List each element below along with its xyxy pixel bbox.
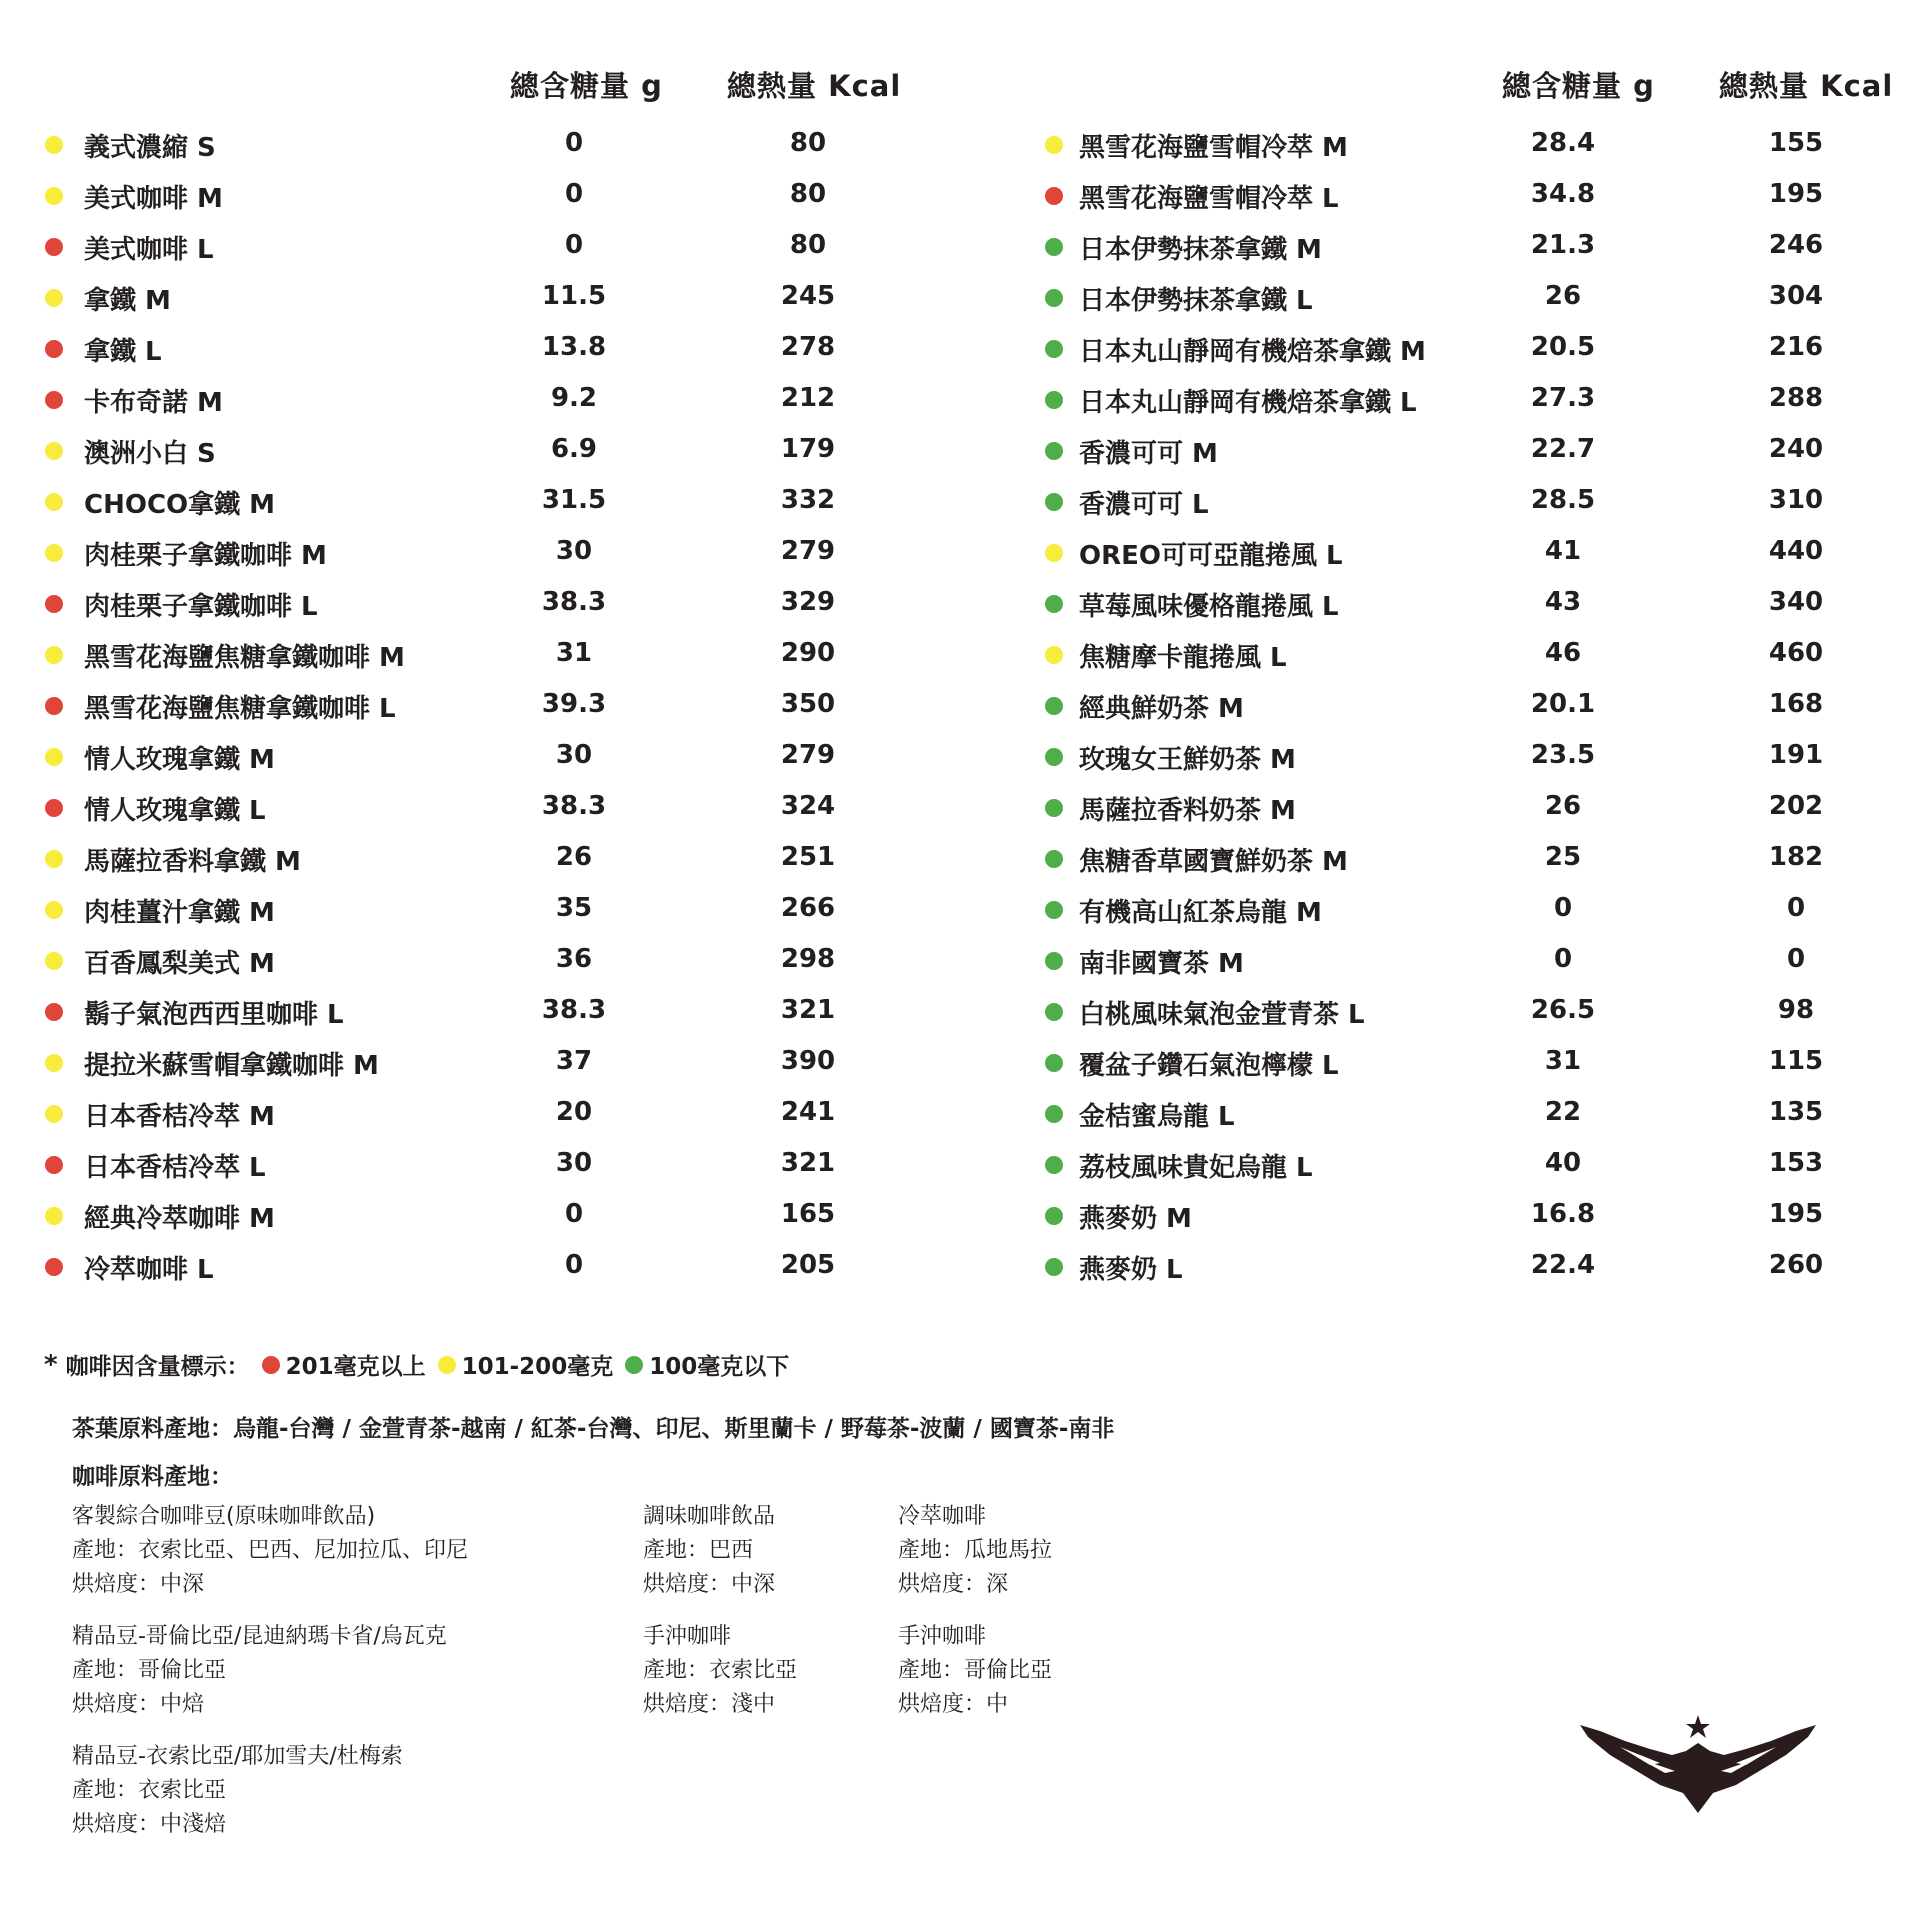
green-caffeine-dot-icon <box>1045 1003 1063 1021</box>
item-name: 日本丸山靜岡有機焙茶拿鐵 M <box>1079 337 1426 367</box>
menu-row <box>1000 1038 1920 1089</box>
menu-row <box>1000 783 1920 834</box>
item-sugar: 26.5 <box>1530 995 1596 1025</box>
item-name: 情人玫瑰拿鐵 M <box>84 745 275 775</box>
bean-block-colombia <box>72 1620 447 1722</box>
item-kcal: 440 <box>1768 536 1824 566</box>
item-kcal: 332 <box>780 485 836 515</box>
item-kcal: 0 <box>1786 944 1806 974</box>
item-kcal: 98 <box>1777 995 1815 1025</box>
menu-row <box>0 732 960 783</box>
item-sugar: 0 <box>564 230 584 260</box>
green-caffeine-dot-icon <box>1045 952 1063 970</box>
item-kcal: 182 <box>1768 842 1824 872</box>
menu-row <box>0 1038 960 1089</box>
item-kcal: 216 <box>1768 332 1824 362</box>
item-kcal: 212 <box>780 383 836 413</box>
bean-block-pourover-2 <box>898 1620 1052 1722</box>
menu-row <box>1000 222 1920 273</box>
item-kcal: 304 <box>1768 281 1824 311</box>
menu-row <box>1000 681 1920 732</box>
menu-row <box>0 171 960 222</box>
bean-roast: 烘焙度：深 <box>898 1572 1009 1597</box>
item-name: 燕麥奶 M <box>1079 1204 1192 1234</box>
item-kcal: 279 <box>780 740 836 770</box>
yellow-caffeine-dot-icon <box>45 1207 63 1225</box>
bean-roast: 烘焙度：中淺焙 <box>72 1812 227 1837</box>
bean-title: 手沖咖啡 <box>898 1624 987 1649</box>
menu-row <box>0 477 960 528</box>
item-sugar: 43 <box>1544 587 1582 617</box>
item-sugar: 26 <box>555 842 593 872</box>
item-name: 拿鐵 L <box>84 337 162 367</box>
menu-row <box>1000 426 1920 477</box>
item-name: 肉桂栗子拿鐵咖啡 L <box>84 592 318 622</box>
item-name: 白桃風味氣泡金萱青茶 L <box>1079 1000 1365 1030</box>
item-name: CHOCO拿鐵 M <box>84 490 276 520</box>
green-caffeine-dot-icon <box>1045 901 1063 919</box>
red-caffeine-dot-icon <box>1045 187 1063 205</box>
bean-title: 精品豆-衣索比亞/耶加雪夫/杜梅索 <box>72 1744 403 1769</box>
menu-row <box>0 426 960 477</box>
menu-row <box>1000 732 1920 783</box>
item-name: 肉桂薑汁拿鐵 M <box>84 898 275 928</box>
item-kcal: 135 <box>1768 1097 1824 1127</box>
menu-row <box>1000 630 1920 681</box>
item-kcal: 202 <box>1768 791 1824 821</box>
menu-row <box>1000 1140 1920 1191</box>
item-sugar: 20.5 <box>1530 332 1596 362</box>
menu-row <box>0 273 960 324</box>
item-name: 馬薩拉香料奶茶 M <box>1079 796 1296 826</box>
item-name: 經典冷萃咖啡 M <box>84 1204 275 1234</box>
bean-roast: 烘焙度：中 <box>898 1692 1009 1717</box>
item-kcal: 460 <box>1768 638 1824 668</box>
green-dot-icon <box>625 1356 643 1374</box>
menu-row <box>1000 1242 1920 1293</box>
item-sugar: 0 <box>564 179 584 209</box>
yellow-caffeine-dot-icon <box>1045 646 1063 664</box>
item-name: 美式咖啡 M <box>84 184 223 214</box>
yellow-caffeine-dot-icon <box>1045 544 1063 562</box>
item-name: 有機高山紅茶烏龍 M <box>1079 898 1322 928</box>
green-caffeine-dot-icon <box>1045 799 1063 817</box>
bean-roast: 烘焙度：淺中 <box>643 1692 776 1717</box>
item-kcal: 241 <box>780 1097 836 1127</box>
item-sugar: 0 <box>564 128 584 158</box>
bean-origin: 產地：哥倫比亞 <box>72 1658 227 1683</box>
item-kcal: 310 <box>1768 485 1824 515</box>
yellow-caffeine-dot-icon <box>45 1054 63 1072</box>
menu-row <box>1000 171 1920 222</box>
menu-row <box>0 1089 960 1140</box>
item-kcal: 298 <box>780 944 836 974</box>
legend-red-text: 201毫克以上 <box>285 1354 426 1380</box>
green-caffeine-dot-icon <box>1045 493 1063 511</box>
item-sugar: 22 <box>1544 1097 1582 1127</box>
green-caffeine-dot-icon <box>1045 289 1063 307</box>
item-sugar: 6.9 <box>550 434 598 464</box>
item-sugar: 39.3 <box>541 689 607 719</box>
item-kcal: 288 <box>1768 383 1824 413</box>
item-name: 鬍子氣泡西西里咖啡 L <box>84 1000 344 1030</box>
menu-row <box>0 375 960 426</box>
yellow-caffeine-dot-icon <box>45 136 63 154</box>
menu-row <box>1000 324 1920 375</box>
yellow-caffeine-dot-icon <box>45 289 63 307</box>
item-kcal: 165 <box>780 1199 836 1229</box>
bean-block-pourover-1 <box>643 1620 797 1722</box>
item-kcal: 168 <box>1768 689 1824 719</box>
item-name: 焦糖摩卡龍捲風 L <box>1079 643 1287 673</box>
item-sugar: 0 <box>1553 944 1573 974</box>
item-sugar: 38.3 <box>541 791 607 821</box>
menu-row <box>0 936 960 987</box>
item-kcal: 195 <box>1768 1199 1824 1229</box>
item-name: 經典鮮奶茶 M <box>1079 694 1244 724</box>
legend-yellow-text: 101-200毫克 <box>461 1354 614 1380</box>
item-sugar: 40 <box>1544 1148 1582 1178</box>
red-caffeine-dot-icon <box>45 799 63 817</box>
item-sugar: 46 <box>1544 638 1582 668</box>
menu-row <box>0 783 960 834</box>
item-kcal: 179 <box>780 434 836 464</box>
item-kcal: 153 <box>1768 1148 1824 1178</box>
bean-block-house-blend <box>72 1500 468 1602</box>
bean-origin: 產地：衣索比亞 <box>72 1778 227 1803</box>
green-caffeine-dot-icon <box>1045 238 1063 256</box>
item-sugar: 34.8 <box>1530 179 1596 209</box>
item-name: 肉桂栗子拿鐵咖啡 M <box>84 541 327 571</box>
menu-row <box>0 681 960 732</box>
menu-row <box>1000 987 1920 1038</box>
item-kcal: 278 <box>780 332 836 362</box>
item-name: 黑雪花海鹽雪帽冷萃 M <box>1079 133 1348 163</box>
red-caffeine-dot-icon <box>45 1258 63 1276</box>
red-caffeine-dot-icon <box>45 697 63 715</box>
item-name: 百香鳳梨美式 M <box>84 949 275 979</box>
item-name: 澳洲小白 S <box>84 439 216 469</box>
yellow-caffeine-dot-icon <box>45 850 63 868</box>
item-sugar: 36 <box>555 944 593 974</box>
item-sugar: 20 <box>555 1097 593 1127</box>
yellow-caffeine-dot-icon <box>45 442 63 460</box>
kcal-header: 總熱量 Kcal <box>1719 69 1894 103</box>
menu-row <box>0 1140 960 1191</box>
item-name: 卡布奇諾 M <box>84 388 223 418</box>
item-sugar: 35 <box>555 893 593 923</box>
left-item-list <box>0 120 960 1293</box>
yellow-caffeine-dot-icon <box>45 646 63 664</box>
menu-row <box>0 885 960 936</box>
item-name: 黑雪花海鹽雪帽冷萃 L <box>1079 184 1339 214</box>
green-caffeine-dot-icon <box>1045 1156 1063 1174</box>
item-name: 情人玫瑰拿鐵 L <box>84 796 266 826</box>
item-name: 金桔蜜烏龍 L <box>1079 1102 1235 1132</box>
item-kcal: 191 <box>1768 740 1824 770</box>
item-sugar: 13.8 <box>541 332 607 362</box>
item-name: 焦糖香草國寶鮮奶茶 M <box>1079 847 1348 877</box>
item-name: 日本伊勢抹茶拿鐵 M <box>1079 235 1322 265</box>
item-sugar: 30 <box>555 740 593 770</box>
bean-block-cold-brew <box>898 1500 1052 1602</box>
menu-row <box>0 120 960 171</box>
green-caffeine-dot-icon <box>1045 697 1063 715</box>
green-caffeine-dot-icon <box>1045 340 1063 358</box>
yellow-caffeine-dot-icon <box>45 748 63 766</box>
item-sugar: 25 <box>1544 842 1582 872</box>
bean-origin: 產地：衣索比亞 <box>643 1658 798 1683</box>
item-kcal: 260 <box>1768 1250 1824 1280</box>
item-name: OREO可可亞龍捲風 L <box>1079 541 1343 571</box>
menu-row <box>0 834 960 885</box>
menu-row <box>1000 120 1920 171</box>
item-name: 拿鐵 M <box>84 286 171 316</box>
right-item-list <box>1000 120 1920 1293</box>
item-kcal: 390 <box>780 1046 836 1076</box>
red-caffeine-dot-icon <box>45 340 63 358</box>
menu-row <box>1000 834 1920 885</box>
bean-roast: 烘焙度：中焙 <box>72 1692 205 1717</box>
item-kcal: 321 <box>780 995 836 1025</box>
menu-row <box>1000 885 1920 936</box>
kcal-header: 總熱量 Kcal <box>727 69 902 103</box>
menu-row <box>1000 477 1920 528</box>
red-caffeine-dot-icon <box>45 391 63 409</box>
item-sugar: 23.5 <box>1530 740 1596 770</box>
bean-title: 冷萃咖啡 <box>898 1504 987 1529</box>
item-kcal: 205 <box>780 1250 836 1280</box>
item-sugar: 31 <box>1544 1046 1582 1076</box>
menu-row <box>1000 375 1920 426</box>
item-name: 南非國寶茶 M <box>1079 949 1244 979</box>
item-sugar: 22.7 <box>1530 434 1596 464</box>
menu-row <box>0 324 960 375</box>
item-kcal: 115 <box>1768 1046 1824 1076</box>
menu-row <box>1000 528 1920 579</box>
item-name: 覆盆子鑽石氣泡檸檬 L <box>1079 1051 1339 1081</box>
item-sugar: 28.5 <box>1530 485 1596 515</box>
item-sugar: 30 <box>555 1148 593 1178</box>
item-name: 玫瑰女王鮮奶茶 M <box>1079 745 1296 775</box>
menu-row <box>0 630 960 681</box>
menu-row <box>0 1242 960 1293</box>
item-name: 美式咖啡 L <box>84 235 214 265</box>
item-kcal: 0 <box>1786 893 1806 923</box>
bean-origin: 產地：瓜地馬拉 <box>898 1538 1053 1563</box>
item-kcal: 155 <box>1768 128 1824 158</box>
yellow-caffeine-dot-icon <box>45 952 63 970</box>
item-name: 日本伊勢抹茶拿鐵 L <box>1079 286 1313 316</box>
sugar-header: 總含糖量 g <box>1502 69 1655 103</box>
eagle-star-logo-icon <box>1580 1715 1816 1815</box>
item-name: 黑雪花海鹽焦糖拿鐵咖啡 M <box>84 643 405 673</box>
item-kcal: 245 <box>780 281 836 311</box>
item-kcal: 246 <box>1768 230 1824 260</box>
tea-origin-text: 茶葉原料產地：烏龍-台灣 / 金萱青茶-越南 / 紅茶-台灣、印尼、斯里蘭卡 / 野莓茶-波蘭 / 國寶茶-南非 <box>72 1416 1115 1442</box>
item-kcal: 290 <box>780 638 836 668</box>
item-name: 香濃可可 M <box>1079 439 1218 469</box>
menu-row <box>1000 273 1920 324</box>
asterisk: * <box>44 1349 58 1380</box>
yellow-dot-icon <box>438 1356 456 1374</box>
item-sugar: 28.4 <box>1530 128 1596 158</box>
green-caffeine-dot-icon <box>1045 748 1063 766</box>
yellow-caffeine-dot-icon <box>45 493 63 511</box>
item-sugar: 0 <box>564 1199 584 1229</box>
item-sugar: 31 <box>555 638 593 668</box>
item-name: 燕麥奶 L <box>1079 1255 1183 1285</box>
item-kcal: 340 <box>1768 587 1824 617</box>
item-sugar: 26 <box>1544 791 1582 821</box>
menu-row <box>1000 1191 1920 1242</box>
green-caffeine-dot-icon <box>1045 1258 1063 1276</box>
legend-label: 咖啡因含量標示： <box>65 1354 250 1380</box>
item-sugar: 38.3 <box>541 995 607 1025</box>
red-caffeine-dot-icon <box>45 1003 63 1021</box>
red-dot-icon <box>262 1356 280 1374</box>
item-name: 草莓風味優格龍捲風 L <box>1079 592 1339 622</box>
item-name: 黑雪花海鹽焦糖拿鐵咖啡 L <box>84 694 396 724</box>
bean-title: 手沖咖啡 <box>643 1624 732 1649</box>
red-caffeine-dot-icon <box>45 238 63 256</box>
item-sugar: 27.3 <box>1530 383 1596 413</box>
coffee-origin-title: 咖啡原料產地： <box>72 1464 233 1490</box>
item-name: 冷萃咖啡 L <box>84 1255 214 1285</box>
item-sugar: 30 <box>555 536 593 566</box>
menu-row <box>0 987 960 1038</box>
menu-row <box>1000 579 1920 630</box>
item-kcal: 240 <box>1768 434 1824 464</box>
item-kcal: 350 <box>780 689 836 719</box>
red-caffeine-dot-icon <box>45 1156 63 1174</box>
item-sugar: 37 <box>555 1046 593 1076</box>
caffeine-legend <box>44 1348 789 1381</box>
red-caffeine-dot-icon <box>45 595 63 613</box>
item-kcal: 279 <box>780 536 836 566</box>
item-kcal: 195 <box>1768 179 1824 209</box>
bean-origin: 產地：哥倫比亞 <box>898 1658 1053 1683</box>
item-sugar: 20.1 <box>1530 689 1596 719</box>
item-kcal: 80 <box>789 230 827 260</box>
legend-green-text: 100毫克以下 <box>649 1354 790 1380</box>
sugar-header: 總含糖量 g <box>510 69 663 103</box>
green-caffeine-dot-icon <box>1045 391 1063 409</box>
menu-row <box>1000 936 1920 987</box>
item-kcal: 324 <box>780 791 836 821</box>
green-caffeine-dot-icon <box>1045 1105 1063 1123</box>
bean-title: 客製綜合咖啡豆(原味咖啡飲品) <box>72 1504 376 1529</box>
item-name: 荔枝風味貴妃烏龍 L <box>1079 1153 1313 1183</box>
item-kcal: 266 <box>780 893 836 923</box>
green-caffeine-dot-icon <box>1045 1207 1063 1225</box>
item-kcal: 251 <box>780 842 836 872</box>
item-sugar: 11.5 <box>541 281 607 311</box>
item-name: 日本丸山靜岡有機焙茶拿鐵 L <box>1079 388 1417 418</box>
item-sugar: 31.5 <box>541 485 607 515</box>
green-caffeine-dot-icon <box>1045 850 1063 868</box>
yellow-caffeine-dot-icon <box>45 187 63 205</box>
item-sugar: 26 <box>1544 281 1582 311</box>
bean-block-ethiopia <box>72 1740 403 1842</box>
item-sugar: 0 <box>1553 893 1573 923</box>
item-kcal: 80 <box>789 179 827 209</box>
menu-row <box>1000 1089 1920 1140</box>
yellow-caffeine-dot-icon <box>1045 136 1063 154</box>
item-name: 日本香桔冷萃 L <box>84 1153 266 1183</box>
bean-origin: 產地：衣索比亞、巴西、尼加拉瓜、印尼 <box>72 1538 469 1563</box>
item-name: 香濃可可 L <box>1079 490 1209 520</box>
green-caffeine-dot-icon <box>1045 595 1063 613</box>
green-caffeine-dot-icon <box>1045 442 1063 460</box>
item-sugar: 0 <box>564 1250 584 1280</box>
item-sugar: 9.2 <box>550 383 598 413</box>
yellow-caffeine-dot-icon <box>45 544 63 562</box>
item-sugar: 41 <box>1544 536 1582 566</box>
bean-origin: 產地：巴西 <box>643 1538 754 1563</box>
bean-title: 調味咖啡飲品 <box>643 1504 776 1529</box>
menu-row <box>0 1191 960 1242</box>
item-name: 馬薩拉香料拿鐵 M <box>84 847 301 877</box>
bean-roast: 烘焙度：中深 <box>643 1572 776 1597</box>
item-kcal: 321 <box>780 1148 836 1178</box>
bean-block-flavored <box>643 1500 775 1602</box>
green-caffeine-dot-icon <box>1045 1054 1063 1072</box>
item-sugar: 16.8 <box>1530 1199 1596 1229</box>
yellow-caffeine-dot-icon <box>45 901 63 919</box>
item-kcal: 329 <box>780 587 836 617</box>
item-kcal: 80 <box>789 128 827 158</box>
item-name: 提拉米蘇雪帽拿鐵咖啡 M <box>84 1051 379 1081</box>
bean-roast: 烘焙度：中深 <box>72 1572 205 1597</box>
yellow-caffeine-dot-icon <box>45 1105 63 1123</box>
bean-title: 精品豆-哥倫比亞/昆迪納瑪卡省/烏瓦克 <box>72 1624 447 1649</box>
item-sugar: 38.3 <box>541 587 607 617</box>
item-name: 義式濃縮 S <box>84 133 216 163</box>
item-sugar: 22.4 <box>1530 1250 1596 1280</box>
item-sugar: 21.3 <box>1530 230 1596 260</box>
menu-row <box>0 528 960 579</box>
menu-row <box>0 579 960 630</box>
item-name: 日本香桔冷萃 M <box>84 1102 275 1132</box>
menu-row <box>0 222 960 273</box>
